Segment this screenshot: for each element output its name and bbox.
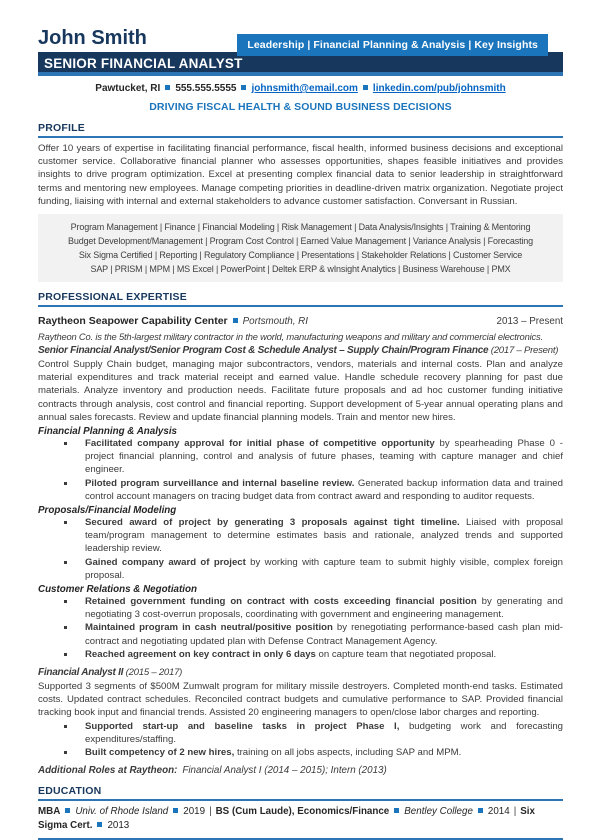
bullet-item: [38, 621, 563, 647]
education-separator: |: [513, 806, 517, 818]
education-school: Bentley College: [404, 806, 473, 818]
education-year: 2014: [487, 806, 510, 818]
bullet-text: by generating and negotiating 3 cost-overrun proposals, coordinating with government and engineering management.: [85, 596, 563, 621]
bullet-square-icon: [64, 626, 67, 629]
bullet-lead: Retained government funding on contract with costs exceeding financial position: [85, 596, 477, 608]
subheading: Financial Planning & Analysis: [38, 426, 178, 438]
company-location: Portsmouth, RI: [242, 316, 308, 328]
keywords-line: Budget Development/Management | Program Cost Control | Earned Value Management | Variance Analysis | Forecasting: [68, 236, 533, 247]
bullet-item: [38, 595, 563, 621]
contact-location: Pawtucket, RI: [95, 83, 161, 94]
email-link[interactable]: johnsmith@email.com: [251, 83, 358, 94]
bullet-lead: Secured award of project by generating 3 proposals against tight timeline.: [85, 517, 460, 529]
separator-square-icon: [363, 85, 368, 90]
additional-roles-label: Additional Roles at Raytheon:: [38, 765, 178, 777]
bullet-item: [38, 746, 563, 759]
tagline: DRIVING FISCAL HEALTH & SOUND BUSINESS DECISIONS: [149, 101, 452, 113]
keywords-line: SAP | PRISM | MPM | MS Excel | PowerPoint | Deltek ERP & wInsight Analytics | Business Warehouse | PMX: [90, 264, 511, 275]
separator-square-icon: [478, 808, 483, 813]
education-degree: MBA: [38, 806, 61, 818]
bullet-square-icon: [64, 561, 67, 564]
role1-summary: Control Supply Chain budget, managing major subcontractors, vendors, materials and internal costs. Plan and analyze material expenditures and track material receipt and earned value. Handle schedule recovery planning for past due materials. Analyze inventory and production needs. Facilitate future proposals and ad hoc customer funding initiative contracts through analysis, cost control and financial reporting. Support development of 5-year annual operating plans and annual sales forecasts. Review and update financial planning models. Train and mentor new hires.: [38, 359, 563, 423]
education-school: Univ. of Rhode Island: [75, 806, 169, 818]
additional-roles-value: Financial Analyst I (2014 – 2015); Intern (2013): [182, 765, 387, 777]
company-left: [38, 311, 308, 329]
role2-title: Financial Analyst II: [38, 667, 124, 679]
bullet-text: by spearheading Phase 0 - project financial planning, control and analysis of future phases, teaming with capture manager and chief engineer.: [85, 438, 563, 476]
bullet-square-icon: [64, 442, 67, 445]
bullet-item: [38, 477, 563, 503]
bullet-lead: Built competency of 2 new hires,: [85, 747, 235, 759]
education-line: [38, 805, 563, 833]
bullet-lead: Maintained program in cash neutral/positive position: [85, 622, 333, 634]
contact-phone: 555.555.5555: [175, 83, 237, 94]
role2-title-row: [38, 667, 563, 678]
bullet-item: [38, 556, 563, 582]
bullet-item: [38, 720, 563, 746]
bullet-square-icon: [64, 521, 67, 524]
keywords-line: Program Management | Finance | Financial Modeling | Risk Management | Data Analysis/Insights | Training & Mentoring: [70, 222, 531, 233]
contact-line: [38, 83, 563, 94]
bullet-lead: Gained company award of project: [85, 556, 246, 568]
education-year: 2019: [183, 806, 206, 818]
education-degree: Six Sigma Cert.: [38, 806, 535, 832]
bullet-text: Liaised with proposal team/program management to determine estimates basis and rationale, analyzed trends and supported leadership review.: [85, 517, 563, 555]
bullet-text: by working with capture team to submit highly visible, complex foreign proposal.: [85, 556, 563, 581]
bullet-text: on capture team that negotiated proposal.: [315, 648, 497, 660]
company-dates: 2013 – Present: [496, 316, 563, 328]
header: [38, 26, 563, 76]
separator-square-icon: [241, 85, 246, 90]
section-heading-education: EDUCATION: [38, 785, 563, 801]
bullet-lead: Reached agreement on key contract in only 6 days: [85, 648, 316, 660]
bullet-text: training on all jobs aspects, including SAP and MPM.: [234, 747, 462, 759]
company-name: Raytheon Seapower Capability Center: [38, 315, 228, 328]
bullet-lead: Piloted program surveillance and internal baseline review.: [85, 477, 355, 489]
linkedin-link[interactable]: linkedin.com/pub/johnsmith: [372, 83, 506, 94]
company-row: [38, 311, 563, 329]
bullet-lead: Facilitated company approval for initial phase of competitive opportunity: [85, 438, 435, 450]
bullet-item: [38, 516, 563, 556]
skills-badge: Leadership | Financial Planning & Analysis | Key Insights: [237, 34, 548, 56]
section-heading-profile: PROFILE: [38, 122, 563, 138]
bullet-lead: Supported start-up and baseline tasks in project Phase I,: [85, 720, 400, 732]
role1-dates: (2017 – Present): [488, 345, 559, 357]
profile-summary: Offer 10 years of expertise in facilitating financial performance, fiscal health, informed business decisions and exceptional customer service. Collaborative financial planner who assesses opportunities, shapes feasible initiatives and provides insights to drive program optimization. Excel at presenting complex financial data to senior leadership in straightforward terms and mentoring new employees. Manage competing priorities in deadline-driven matrix organization. Negotiate project funding, liaising with internal and external stakeholders to advance customer satisfaction. Conversant in Russian.: [38, 143, 563, 207]
job-title-bar: SENIOR FINANCIAL ANALYST: [38, 52, 563, 76]
education-year: 2013: [107, 820, 130, 832]
separator-square-icon: [233, 318, 238, 323]
keywords-box: [38, 214, 563, 282]
separator-square-icon: [173, 808, 178, 813]
bullet-square-icon: [64, 482, 67, 485]
company-description: Raytheon Co. is the 5th-largest military contractor in the world, manufacturing weapons and military and commercial electronics.: [38, 331, 543, 343]
bullet-text: by renegotiating performance-based cash plan mid-contract and negotiating updated plan with Defense Contract Management Agency.: [85, 622, 563, 647]
subheading: Customer Relations & Negotiation: [38, 584, 197, 596]
role1-title: Senior Financial Analyst/Senior Program Cost & Schedule Analyst – Supply Chain/Program Finance: [38, 345, 489, 357]
section-heading-expertise: PROFESSIONAL EXPERTISE: [38, 291, 563, 307]
bullet-item: [38, 437, 563, 477]
additional-roles: [38, 765, 563, 776]
bullet-text: Generated backup information data and trained control account managers on tracing budget data from contract award and responding to auditor requests.: [85, 477, 563, 502]
candidate-name: John Smith: [38, 27, 147, 49]
bullet-item: [38, 648, 563, 661]
role1-title-row: [38, 345, 563, 356]
subheading: Proposals/Financial Modeling: [38, 505, 177, 517]
separator-square-icon: [97, 822, 102, 827]
separator-square-icon: [394, 808, 399, 813]
separator-square-icon: [65, 808, 70, 813]
bullet-square-icon: [64, 751, 67, 754]
education-separator: |: [209, 806, 212, 818]
education-degree: BS (Cum Laude), Economics/Finance: [215, 806, 390, 818]
role2-summary: Supported 3 segments of $500M Zumwalt program for military missile destroyers. Completed month-end tasks. Estimated costs. Updated contract schedules. Reconciled contract budgets and cumulative performance to SAP. Provided financial tracking book input and financial trends. Assisted 20 engineering managers to open/close labor charges and reporting.: [38, 681, 563, 719]
bullet-square-icon: [64, 653, 67, 656]
bullet-text: budgeting work and forecasting expenditures/staffing.: [85, 720, 564, 745]
bullet-square-icon: [64, 725, 67, 728]
role2-dates: (2015 – 2017): [123, 667, 183, 679]
keywords-line: Six Sigma Certified | Reporting | Regulatory Compliance | Presentations | Stakeholder Relations | Customer Service: [78, 250, 523, 261]
bullet-square-icon: [64, 600, 67, 603]
separator-square-icon: [165, 85, 170, 90]
